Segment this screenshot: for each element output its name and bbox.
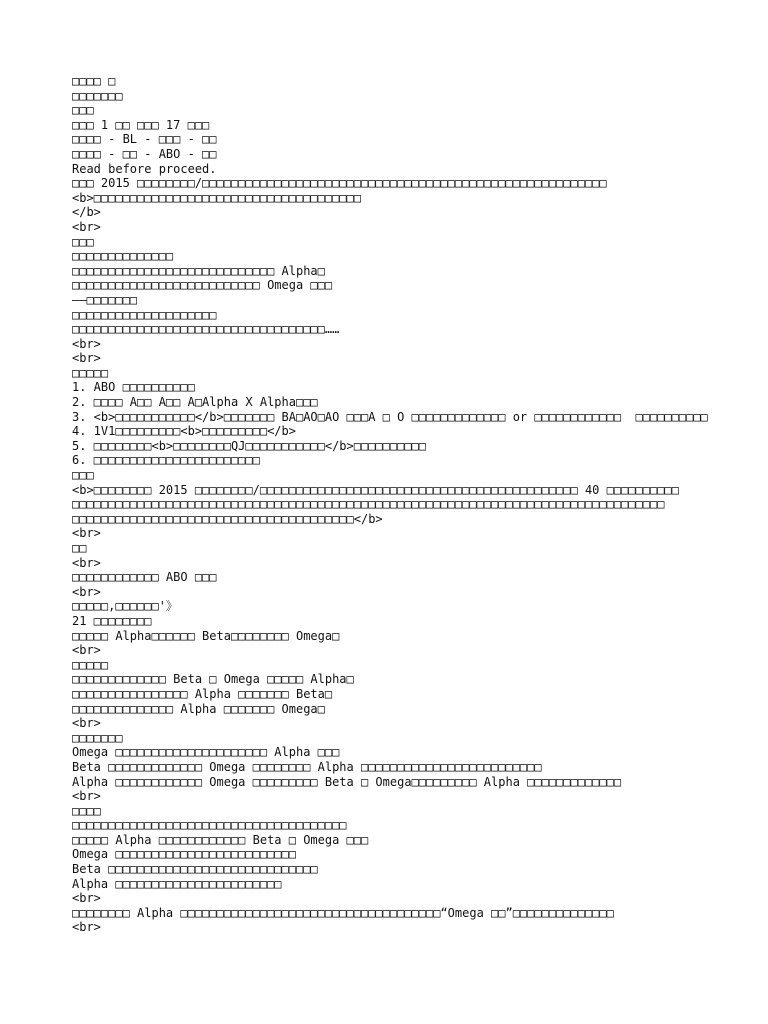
text-line: 2. □□□□ A□□ A□□ A□Alpha X Alpha□□□ <box>72 395 318 410</box>
text-line: □□□□□□□□□□□□□□□□□□□□□□□□□□□□□□□□□□□□□□□</b> <box>72 511 383 526</box>
text-line: □□ <box>72 541 87 555</box>
text-line: <br> <box>72 526 101 541</box>
text-line: Beta □□□□□□□□□□□□□□□□□□□□□□□□□□□□□ <box>72 862 318 877</box>
text-line: <br> <box>72 219 101 234</box>
text-line: □□□□ <box>72 803 101 818</box>
text-line: <b>□□□□□□□□ 2015 □□□□□□□□/□□□□□□□□□□□□□□□□□□□□□□□□□□□□□□□□□□□□□□□□□□□□ 40 □□□□□□□□□□ <box>72 482 679 497</box>
text-line: □□□□ - □□ - ABO - □□ <box>72 146 217 161</box>
text-line: <br> <box>72 789 101 804</box>
text-line: Omega □□□□□□□□□□□□□□□□□□□□□ Alpha □□□ <box>72 745 340 760</box>
text-line: □□□ <box>72 103 94 118</box>
text-line: <br> <box>72 336 101 351</box>
text-line: <br> <box>72 584 101 599</box>
text-line: Alpha □□□□□□□□□□□□ Omega □□□□□□□□□ Beta □ Omega□□□□□□□□□ Alpha □□□□□□□□□□□□□ <box>72 774 622 789</box>
text-line: □□□□□ <box>72 365 109 380</box>
text-line: Alpha □□□□□□□□□□□□□□□□□□□□□□□ <box>72 876 282 891</box>
text-line: □□□□□□□ <box>72 88 123 103</box>
text-line: □□□□□ Alpha□□□□□□ Beta□□□□□□□□ Omega□ <box>72 628 340 643</box>
text-line: □□□□□□□□□□□□□□ <box>72 249 174 264</box>
text-line: 5. □□□□□□□□<b>□□□□□□□□QJ□□□□□□□□□□□</b>□□□□□□□□□□ <box>72 438 427 453</box>
text-line: □□□□□□□ <box>72 730 123 745</box>
text-line: □□□ 2015 □□□□□□□□/□□□□□□□□□□□□□□□□□□□□□□□□□□□□□□□□□□□□□□□□□□□□□□□□□□□□□□□□ <box>72 176 607 191</box>
text-line: <br> <box>72 891 101 906</box>
text-line: □□□ <box>72 234 94 249</box>
text-line: 4. 1V1□□□□□□□□□<b>□□□□□□□□□</b> <box>72 424 296 439</box>
text-line: □□□□ □ <box>72 74 116 88</box>
text-line: □□□□□□□□ Alpha □□□□□□□□□□□□□□□□□□□□□□□□□□□□□□□□□□□□“Omega □□”□□□□□□□□□□□□□□ <box>72 905 614 920</box>
text-line: □□□□□□□□□□□□□□□□□□□□□□□□□□□□□□□□□□□□□□ <box>72 818 347 833</box>
text-line: □□□□□□□□□□□□□□□□ Alpha □□□□□□□ Beta□ <box>72 686 333 701</box>
text-line: □□□□□□□□□□□□□□□□□□□□□□□□□□□□□□□□□□□…… <box>72 322 340 337</box>
text-line: </b> <box>72 205 101 220</box>
text-line: □□□□□□□□□□□□□□ Alpha □□□□□□□ Omega□ <box>72 701 325 716</box>
text-line: □□□□□ Alpha □□□□□□□□□□□□ Beta □ Omega □□□ <box>72 832 369 847</box>
text-line: □□□□□ <box>72 657 109 672</box>
text-line: 6. □□□□□□□□□□□□□□□□□□□□□□□ <box>72 453 260 468</box>
text-line: 1. ABO □□□□□□□□□□ <box>72 380 195 395</box>
text-line: □□□□ - BL - □□□ - □□ <box>72 132 217 147</box>
text-line: <br> <box>72 716 101 731</box>
text-line: □□□ <box>72 468 94 483</box>
text-line: □□□□□□□□□□□□□□□□□□□□ <box>72 307 217 322</box>
text-line: □□□ 1 □□ □□□ 17 □□□ <box>72 117 210 132</box>
text-line: <br> <box>72 555 101 570</box>
text-line: <br> <box>72 643 101 658</box>
text-line: <br> <box>72 920 101 935</box>
text-line: 21 □□□□□□□□ <box>72 613 152 628</box>
text-line: Read before proceed. <box>72 161 217 176</box>
text-line: □□□□□□□□□□□□□□□□□□□□□□□□□□□□ Alpha□ <box>72 263 325 278</box>
text-line: 3. <b>□□□□□□□□□□□</b>□□□□□□□ BA□AO□AO □□□A □ O □□□□□□□□□□□□□ or □□□□□□□□□□□□ □□□□□□□□□□ <box>72 409 708 424</box>
text-line: ——□□□□□□□ <box>72 292 138 307</box>
text-line: <b>□□□□□□□□□□□□□□□□□□□□□□□□□□□□□□□□□□□□□ <box>72 190 361 205</box>
text-line: <br> <box>72 351 101 366</box>
text-line: □□□□□□□□□□□□ ABO □□□ <box>72 570 217 585</box>
text-line: □□□□□□□□□□□□□□□□□□□□□□□□□□ Omega □□□ <box>72 278 333 293</box>
text-line: Beta □□□□□□□□□□□□□ Omega □□□□□□□□ Alpha □□□□□□□□□□□□□□□□□□□□□□□□□ <box>72 759 542 774</box>
text-line: □□□□□,□□□□□□'》 <box>72 599 178 614</box>
text-line: Omega □□□□□□□□□□□□□□□□□□□□□□□□□ <box>72 847 296 862</box>
text-line: □□□□□□□□□□□□□□□□□□□□□□□□□□□□□□□□□□□□□□□□□□□□□□□□□□□□□□□□□□□□□□□□□□□□□□□□□□□□□□□□□□ <box>72 497 665 512</box>
text-line: □□□□□□□□□□□□□ Beta □ Omega □□□□□ Alpha□ <box>72 672 354 687</box>
